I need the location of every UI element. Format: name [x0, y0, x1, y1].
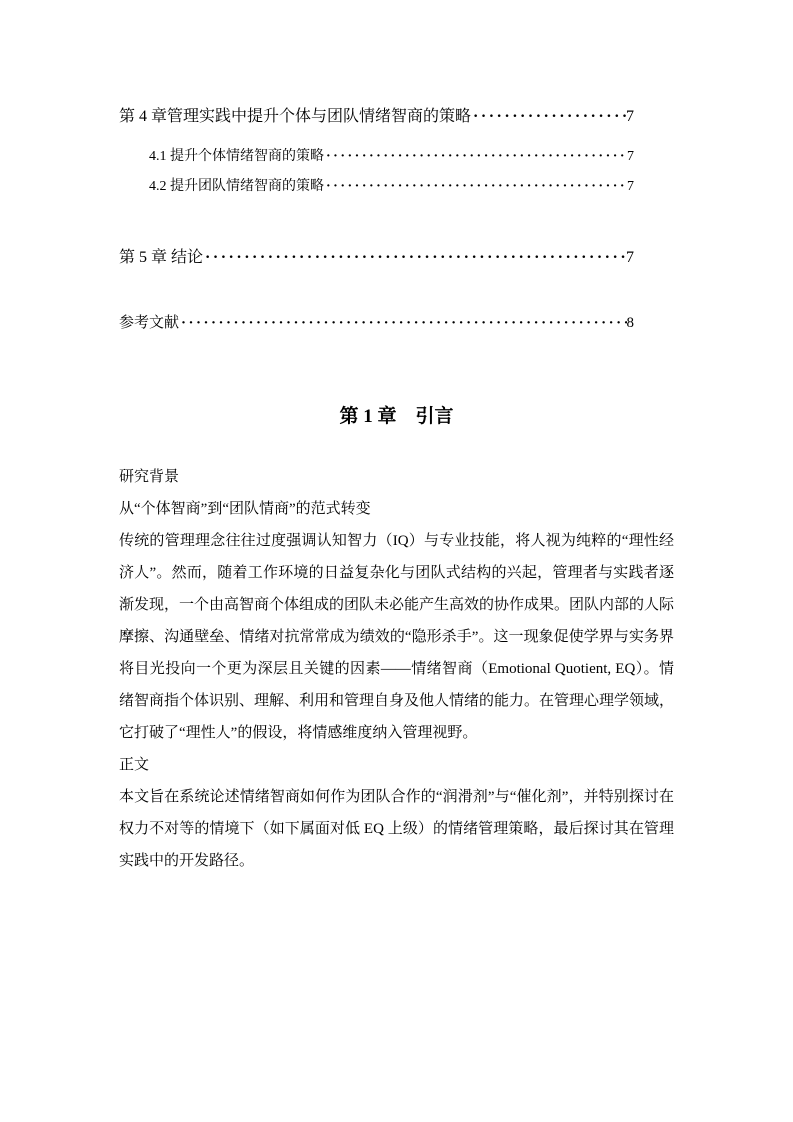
table-of-contents: [119, 104, 634, 335]
paragraph-main-text-label: 正文: [119, 757, 150, 773]
toc-entry-chapter-4: [119, 104, 634, 130]
paragraph-subtitle: 从“个体智商”到“团队情商”的范式转变: [119, 501, 371, 517]
toc-entry-section-4-1: [149, 145, 634, 169]
toc-dot-leader: [324, 175, 627, 199]
toc-entry-chapter-5: [119, 245, 634, 271]
toc-entry-label: 第 5 章 结论: [119, 249, 204, 266]
paragraph-research-background-label: 研究背景: [119, 469, 180, 485]
paragraph-main-text: 本文旨在系统论述情绪智商如何作为团队合作的“润滑剂”与“催化剂”，并特别探讨在权力不对等的情境下（如下属面对低 EQ 上级）的情绪管理策略，最后探讨其在管理实践中的开发路径。: [119, 789, 674, 869]
toc-page-number: 7: [627, 179, 634, 194]
toc-page-number: 7: [626, 249, 634, 266]
toc-entry-references: [119, 311, 634, 335]
toc-entry-label: 第 4 章管理实践中提升个体与团队情绪智商的策略: [119, 108, 472, 125]
toc-page-number: 7: [627, 149, 634, 164]
chapter-body: [119, 461, 674, 877]
toc-entry-label: 参考文献: [119, 315, 180, 331]
toc-entry-label: 4.1 提升个体情绪智商的策略: [149, 149, 324, 164]
toc-dot-leader: [324, 145, 627, 169]
toc-dot-leader: [471, 104, 626, 130]
toc-dot-leader: [179, 311, 626, 335]
toc-page-number: 8: [626, 315, 634, 331]
toc-entry-label: 4.2 提升团队情绪智商的策略: [149, 179, 324, 194]
toc-entry-section-4-2: [149, 175, 634, 199]
paragraph-background-text: 传统的管理理念往往过度强调认知智力（IQ）与专业技能，将人视为纯粹的“理性经济人”。然而，随着工作环境的日益复杂化与团队式结构的兴起，管理者与实践者逐渐发现，一个由高智商个体组成的团队未必能产生高效的协作成果。团队内部的人际摩擦、沟通壁垒、情绪对抗常常成为绩效的“隐形杀手”。这一现象促使学界与实务界将目光投向一个更为深层且关键的因素——情绪智商（Emotional Quotient, EQ）。情绪智商指个体识别、理解、利用和管理自身及他人情绪的能力。在管理心理学领域，它打破了“理性人”的假设，将情感维度纳入管理视野。: [119, 533, 675, 741]
toc-dot-leader: [203, 245, 626, 271]
chapter-title: 第 1 章 引言: [339, 406, 454, 427]
toc-page-number: 7: [626, 108, 634, 125]
